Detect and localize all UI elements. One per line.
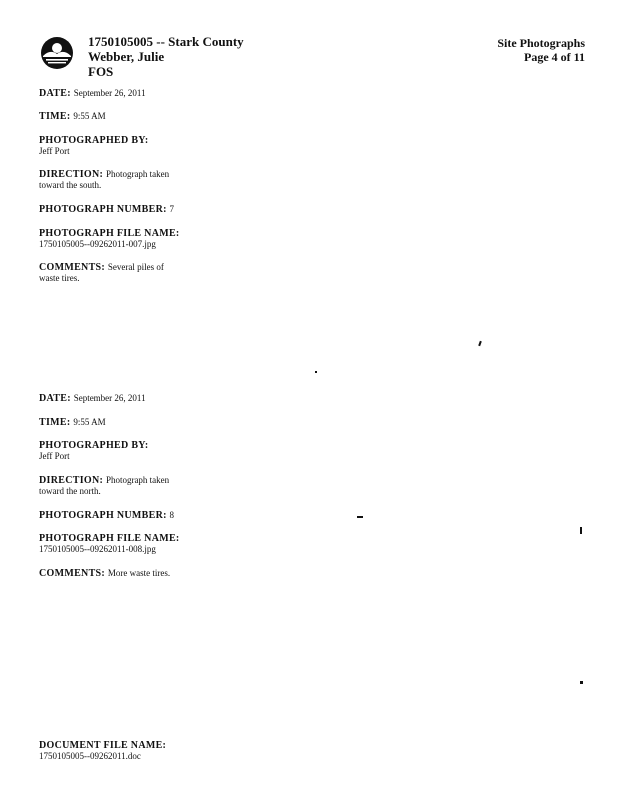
photo-file-value: 1750105005--09262011-008.jpg (39, 544, 156, 554)
date-label: DATE: (39, 393, 71, 404)
photo-8-comments (39, 568, 170, 579)
photographer-name: Jeff Port (39, 451, 70, 461)
photo-file-label: PHOTOGRAPH FILE NAME: (39, 533, 180, 544)
direction-text-1: Photograph taken (105, 475, 170, 485)
photo-8-time (39, 417, 106, 428)
photo-number-label: PHOTOGRAPH NUMBER: (39, 204, 167, 215)
photo-7-photographer (39, 135, 149, 157)
comments-label: COMMENTS: (39, 262, 106, 273)
document-file-block (39, 740, 166, 762)
photo-number-label: PHOTOGRAPH NUMBER: (39, 510, 167, 521)
date-label: DATE: (39, 88, 71, 99)
document-file-value: 1750105005--09262011.doc (39, 751, 141, 761)
photographer-name: Jeff Port (39, 146, 70, 156)
office-code: FOS (88, 64, 114, 79)
time-value: 9:55 AM (73, 417, 106, 427)
scan-speck (315, 371, 317, 373)
header-left (88, 34, 244, 79)
page-number: Page 4 of 11 (524, 50, 585, 64)
photo-8-number (39, 510, 174, 521)
photo-file-label: PHOTOGRAPH FILE NAME: (39, 228, 180, 239)
photo-8-direction (39, 475, 169, 497)
photo-7-number (39, 204, 174, 215)
header-right (497, 36, 585, 64)
photo-7-comments (39, 262, 164, 284)
photographed-by-label: PHOTOGRAPHED BY: (39, 135, 149, 146)
time-value: 9:55 AM (73, 111, 106, 121)
time-label: TIME: (39, 417, 71, 428)
date-value: September 26, 2011 (73, 88, 146, 98)
scan-speck (357, 516, 363, 518)
direction-label: DIRECTION: (39, 475, 104, 486)
comments-text-1: More waste tires. (107, 568, 171, 578)
site-id-county: 1750105005 -- Stark County (88, 34, 244, 49)
comments-text-2: waste tires. (39, 273, 80, 283)
photographed-by-label: PHOTOGRAPHED BY: (39, 440, 149, 451)
direction-text-2: toward the north. (39, 486, 101, 496)
photo-7-direction (39, 169, 169, 191)
date-value: September 26, 2011 (73, 393, 146, 403)
inspector-name: Webber, Julie (88, 49, 165, 64)
direction-label: DIRECTION: (39, 169, 104, 180)
photo-8-file (39, 533, 180, 555)
scan-speck (580, 527, 582, 534)
photo-8-date (39, 393, 146, 404)
time-label: TIME: (39, 111, 71, 122)
photo-number-value: 7 (169, 204, 175, 214)
scan-speck (580, 681, 583, 684)
document-file-label: DOCUMENT FILE NAME: (39, 740, 167, 751)
direction-text-2: toward the south. (39, 180, 102, 190)
comments-label: COMMENTS: (39, 568, 106, 579)
agency-seal-logo (40, 36, 74, 70)
photo-8-photographer (39, 440, 149, 462)
document-type: Site Photographs (497, 36, 585, 50)
direction-text-1: Photograph taken (105, 169, 170, 179)
photo-file-value: 1750105005--09262011-007.jpg (39, 239, 156, 249)
scan-speck (478, 341, 482, 346)
photo-7-file (39, 228, 180, 250)
photo-7-time (39, 111, 106, 122)
photo-7-date (39, 88, 146, 99)
photo-number-value: 8 (169, 510, 175, 520)
comments-text-1: Several piles of (107, 262, 164, 272)
